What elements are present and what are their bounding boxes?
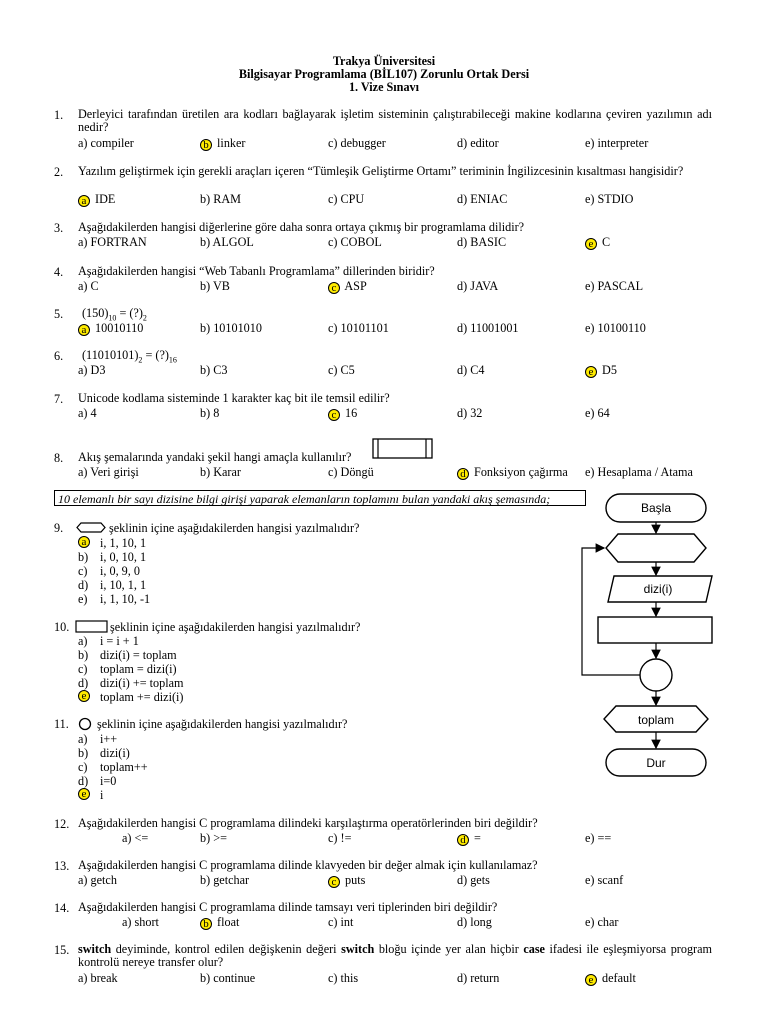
option bbox=[328, 363, 355, 378]
option-letter: d) bbox=[457, 406, 468, 420]
option-letter: c) bbox=[78, 662, 88, 676]
option-text: getchar bbox=[213, 873, 250, 887]
question-number: 9. bbox=[54, 521, 64, 535]
option-text: CPU bbox=[340, 192, 365, 206]
answer-highlight-icon: e bbox=[585, 366, 597, 378]
option bbox=[78, 406, 97, 421]
option-text: i, 0, 9, 0 bbox=[100, 564, 140, 578]
option-text: getch bbox=[90, 873, 117, 887]
option-letter: b) bbox=[200, 873, 211, 887]
option-text: i, 1, 10, 1 bbox=[100, 536, 147, 550]
option-text: STDIO bbox=[597, 192, 634, 206]
option-letter: d) bbox=[457, 363, 468, 377]
option-letter: a) bbox=[78, 465, 88, 479]
option-text: i, 1, 10, -1 bbox=[100, 592, 151, 606]
flowchart-diagram bbox=[580, 492, 730, 784]
option-text: float bbox=[217, 915, 240, 929]
option-letter: b) bbox=[200, 465, 211, 479]
answer-highlight-icon: e bbox=[78, 690, 90, 702]
question-text: şeklinin içine aşağıdakilerden hangisi yazılmalıdır? bbox=[110, 620, 361, 634]
option bbox=[328, 465, 374, 480]
option-letter: d) bbox=[457, 321, 468, 335]
option-text: COBOL bbox=[340, 235, 382, 249]
option-text: ASP bbox=[344, 279, 367, 293]
option-text: return bbox=[470, 971, 500, 985]
exam-university: Trakya Üniversitesi bbox=[332, 54, 436, 68]
number-base: 16 bbox=[168, 355, 177, 365]
options-row bbox=[78, 136, 718, 150]
answer-highlight-icon: a bbox=[78, 324, 90, 336]
option-text: JAVA bbox=[470, 279, 499, 293]
option-text: i=0 bbox=[100, 774, 117, 788]
keyword: switch bbox=[78, 942, 112, 956]
question-text: Akış şemalarında yandaki şekil hangi amaçla kullanılır? bbox=[78, 450, 352, 464]
option-text: this bbox=[340, 971, 359, 985]
option-text: 16 bbox=[345, 406, 358, 420]
options-row bbox=[78, 363, 718, 377]
option bbox=[328, 136, 386, 151]
answer-highlight-icon: b bbox=[200, 139, 212, 151]
options-row bbox=[78, 192, 718, 206]
option-text: 64 bbox=[597, 406, 610, 420]
option-text: 8 bbox=[213, 406, 220, 420]
option-letter: a) bbox=[78, 279, 88, 293]
option-text: == bbox=[597, 831, 612, 845]
option bbox=[585, 136, 648, 151]
option bbox=[585, 465, 693, 480]
option-text: C3 bbox=[213, 363, 228, 377]
option-text: debugger bbox=[340, 136, 386, 150]
question-number: 12. bbox=[54, 817, 70, 831]
answer-highlight-icon: d bbox=[457, 834, 469, 846]
option-letter: c) bbox=[328, 915, 338, 929]
option-letter: a) bbox=[78, 971, 88, 985]
option-letter: b) bbox=[200, 971, 211, 985]
option-text: i, 0, 10, 1 bbox=[100, 550, 147, 564]
options-row bbox=[78, 465, 718, 479]
option bbox=[200, 279, 230, 294]
option-text: Veri girişi bbox=[90, 465, 139, 479]
option-text: Hesaplama / Atama bbox=[597, 465, 693, 479]
option-text: dizi(i) bbox=[100, 746, 130, 760]
option-letter: c) bbox=[328, 192, 338, 206]
question-number: 4. bbox=[54, 265, 64, 279]
question-number: 3. bbox=[54, 221, 64, 235]
option-text: linker bbox=[217, 136, 246, 150]
option-text: 11001001 bbox=[470, 321, 519, 335]
option-text: Döngü bbox=[340, 465, 374, 479]
question-number: 2. bbox=[54, 165, 64, 179]
selected-option bbox=[585, 363, 617, 378]
option-text: D5 bbox=[602, 363, 617, 377]
option-letter: b) bbox=[200, 235, 211, 249]
question-number: 6. bbox=[54, 349, 64, 363]
exam-course: Bilgisayar Programlama (BİL107) Zorunlu Ortak Dersi bbox=[238, 67, 530, 81]
hexagon-shape-icon bbox=[76, 522, 106, 533]
option-text: C4 bbox=[470, 363, 485, 377]
option-letter: c) bbox=[328, 831, 338, 845]
selected-option bbox=[200, 915, 239, 930]
question-text: Aşağıdakilerden hangisi C programlama dilindeki karşılaştırma operatörlerinden biri değildir? bbox=[78, 816, 538, 830]
option-text: 10101101 bbox=[340, 321, 389, 335]
option-letter: e) bbox=[585, 136, 595, 150]
option-letter: a) bbox=[78, 406, 88, 420]
option bbox=[200, 406, 219, 421]
option-letter: b) bbox=[78, 550, 89, 564]
selected-option bbox=[328, 406, 357, 421]
option-letter: a) bbox=[78, 873, 88, 887]
option-letter: c) bbox=[78, 760, 88, 774]
option-text: RAM bbox=[213, 192, 241, 206]
option-letter: d) bbox=[457, 136, 468, 150]
option bbox=[457, 321, 519, 336]
option bbox=[200, 192, 241, 207]
option-letter: b) bbox=[200, 406, 211, 420]
option-text: break bbox=[90, 971, 118, 985]
selected-option bbox=[78, 321, 143, 336]
option-letter: e) bbox=[585, 873, 595, 887]
options-row bbox=[122, 831, 762, 845]
option-letter: b) bbox=[200, 831, 211, 845]
option-text: toplam++ bbox=[100, 760, 148, 774]
option-text: Karar bbox=[213, 465, 241, 479]
options-row bbox=[78, 321, 718, 335]
option-letter: c) bbox=[328, 321, 338, 335]
answer-highlight-icon: d bbox=[457, 468, 469, 480]
options-row bbox=[78, 279, 718, 293]
option-text: i = i + 1 bbox=[100, 634, 139, 648]
option-text: 10101010 bbox=[213, 321, 262, 335]
options-row bbox=[78, 406, 718, 420]
option bbox=[457, 971, 499, 986]
answer-highlight-icon: a bbox=[78, 195, 90, 207]
option-text: ALGOL bbox=[212, 235, 254, 249]
option-letter: e) bbox=[585, 279, 595, 293]
option-text: default bbox=[602, 971, 636, 985]
answer-highlight-icon: a bbox=[78, 536, 90, 548]
circle-shape-icon bbox=[78, 717, 92, 731]
text-fragment: deyiminde, kontrol edilen değişkenin değeri bbox=[111, 942, 342, 956]
option-letter: a) bbox=[78, 634, 88, 648]
option-text: dizi(i) += toplam bbox=[100, 676, 184, 690]
option-letter: b) bbox=[200, 192, 211, 206]
option-text: short bbox=[134, 915, 159, 929]
option-letter: b) bbox=[78, 746, 89, 760]
option bbox=[78, 873, 117, 888]
option-text: toplam += dizi(i) bbox=[100, 690, 184, 704]
option-text: scanf bbox=[597, 873, 624, 887]
option bbox=[457, 235, 506, 250]
option-letter: b) bbox=[200, 321, 211, 335]
question-text: Aşağıdakilerden hangisi C programlama dilinde tamsayı veri tiplerinden biri değildir? bbox=[78, 900, 498, 914]
option-text: BASIC bbox=[470, 235, 507, 249]
option bbox=[585, 831, 611, 846]
option-text: toplam = dizi(i) bbox=[100, 662, 177, 676]
option-letter: a) bbox=[78, 136, 88, 150]
selected-option bbox=[328, 873, 365, 888]
option-letter: d) bbox=[78, 578, 89, 592]
option-text: 4 bbox=[90, 406, 97, 420]
option-text: FORTRAN bbox=[90, 235, 147, 249]
expression: (11010101) bbox=[82, 348, 139, 362]
option bbox=[328, 971, 358, 986]
options-row bbox=[78, 873, 718, 887]
option-letter: e) bbox=[585, 831, 595, 845]
option-letter: c) bbox=[328, 363, 338, 377]
question-text: Yazılım geliştirmek için gerekli araçları içeren “Tümleşik Geliştirme Ortamı” teriminin İngilizcesinin kısaltması hangisidir? bbox=[78, 164, 684, 178]
number-base: 2 bbox=[142, 313, 147, 323]
option bbox=[200, 971, 255, 986]
keyword: case bbox=[523, 942, 545, 956]
question-number: 5. bbox=[54, 307, 64, 321]
option-text: interpreter bbox=[597, 136, 649, 150]
option-text: IDE bbox=[95, 192, 116, 206]
option-text: 10100110 bbox=[597, 321, 646, 335]
answer-highlight-icon: e bbox=[78, 788, 90, 800]
option-letter: e) bbox=[585, 406, 595, 420]
option bbox=[200, 235, 254, 250]
option-letter: d) bbox=[78, 676, 89, 690]
question-text: şeklinin içine aşağıdakilerden hangisi yazılmalıdır? bbox=[97, 717, 348, 731]
option bbox=[457, 192, 507, 207]
option-letter: d) bbox=[457, 279, 468, 293]
options-row bbox=[122, 915, 762, 929]
option bbox=[457, 136, 499, 151]
option-text: <= bbox=[134, 831, 149, 845]
number-base: 10 bbox=[108, 313, 117, 323]
option-letter: c) bbox=[78, 564, 88, 578]
option bbox=[122, 915, 159, 930]
option bbox=[585, 406, 610, 421]
question-text: Derleyici tarafından üretilen ara kodları bağlayarak işletim sisteminin çalıştırabileceği makine kodlarına çeviren yazılımın adı nedir? bbox=[78, 107, 712, 134]
option-text: gets bbox=[470, 873, 490, 887]
option-letter: e) bbox=[585, 915, 595, 929]
question-number: 15. bbox=[54, 943, 70, 957]
selected-option bbox=[457, 831, 481, 846]
question-number: 14. bbox=[54, 901, 70, 915]
selected-option bbox=[200, 136, 245, 151]
option-letter: c) bbox=[328, 235, 338, 249]
answer-highlight-icon: e bbox=[585, 974, 597, 986]
flowchart-note: 10 elemanlı bir sayı dizisine bilgi girişi yaparak elemanların toplamını bulan yandaki akış şemasında; bbox=[54, 490, 586, 506]
option bbox=[457, 363, 484, 378]
option bbox=[78, 235, 147, 250]
question-number: 1. bbox=[54, 108, 64, 122]
question-number: 7. bbox=[54, 392, 64, 406]
option bbox=[328, 915, 353, 930]
option bbox=[585, 279, 643, 294]
option-letter: b) bbox=[78, 648, 89, 662]
flowchart-input-label: dizi(i) bbox=[643, 582, 673, 596]
option-text: char bbox=[597, 915, 619, 929]
option bbox=[328, 235, 382, 250]
option bbox=[585, 192, 633, 207]
option-text: VB bbox=[212, 279, 230, 293]
option-letter: c) bbox=[328, 136, 338, 150]
option bbox=[457, 873, 490, 888]
option bbox=[200, 321, 262, 336]
question-text: şeklinin içine aşağıdakilerden hangisi yazılmalıdır? bbox=[109, 521, 360, 535]
option-text: compiler bbox=[90, 136, 134, 150]
question-number: 10. bbox=[54, 620, 70, 634]
option-text: int bbox=[340, 915, 354, 929]
option-text: C bbox=[602, 235, 611, 249]
question-text: Aşağıdakilerden hangisi “Web Tabanlı Programlama” dillerinden biridir? bbox=[78, 264, 435, 278]
option-letter: d) bbox=[457, 192, 468, 206]
question-number: 13. bbox=[54, 859, 70, 873]
flowchart-connector-node bbox=[640, 659, 672, 691]
option-text: C5 bbox=[340, 363, 355, 377]
option-text: dizi(i) = toplam bbox=[100, 648, 177, 662]
predefined-process-shape-icon bbox=[372, 438, 434, 460]
text-fragment: bloğu içinde yer alan hiçbir bbox=[374, 942, 524, 956]
option bbox=[200, 465, 241, 480]
option-text: D3 bbox=[90, 363, 106, 377]
option bbox=[78, 363, 105, 378]
option bbox=[328, 192, 364, 207]
option-letter: d) bbox=[457, 971, 468, 985]
option-text: C bbox=[90, 279, 99, 293]
option-text: continue bbox=[213, 971, 256, 985]
selected-option bbox=[585, 235, 610, 250]
flowchart-output-label: toplam bbox=[637, 713, 675, 727]
option-text: >= bbox=[213, 831, 227, 845]
option-letter: e) bbox=[585, 465, 595, 479]
option-text: long bbox=[470, 915, 492, 929]
option-letter: b) bbox=[200, 363, 211, 377]
option-letter: d) bbox=[457, 915, 468, 929]
flowchart-process-node bbox=[598, 617, 712, 643]
selected-option bbox=[585, 971, 636, 986]
exam-title: 1. Vize Sınavı bbox=[348, 80, 420, 94]
option bbox=[200, 363, 227, 378]
option bbox=[200, 831, 227, 846]
expression: (150) bbox=[82, 306, 109, 320]
option-letter: a) bbox=[78, 363, 88, 377]
option-letter: b) bbox=[200, 279, 211, 293]
option-text: i bbox=[100, 788, 104, 802]
option-text: != bbox=[340, 831, 352, 845]
number-base: 2 bbox=[138, 355, 143, 365]
option-text: 10010110 bbox=[95, 321, 144, 335]
option-text: i++ bbox=[100, 732, 118, 746]
option-letter: e) bbox=[585, 192, 595, 206]
option-letter: c) bbox=[328, 971, 338, 985]
option-text: ENIAC bbox=[470, 192, 508, 206]
option-text: PASCAL bbox=[597, 279, 644, 293]
option bbox=[78, 136, 134, 151]
option bbox=[585, 873, 623, 888]
option bbox=[457, 279, 498, 294]
option bbox=[457, 406, 482, 421]
answer-highlight-icon: c bbox=[328, 282, 340, 294]
option-letter: d) bbox=[457, 873, 468, 887]
option bbox=[122, 831, 148, 846]
flowchart-start-label: Başla bbox=[640, 501, 672, 515]
option bbox=[585, 321, 646, 336]
option-text: i, 10, 1, 1 bbox=[100, 578, 147, 592]
option-letter: d) bbox=[457, 235, 468, 249]
option bbox=[200, 873, 249, 888]
question-text bbox=[78, 943, 712, 969]
option-letter: c) bbox=[328, 465, 338, 479]
option-text: editor bbox=[470, 136, 499, 150]
expression: = (?) bbox=[116, 306, 143, 320]
option-text: puts bbox=[345, 873, 366, 887]
keyword: switch bbox=[341, 942, 375, 956]
answer-highlight-icon: b bbox=[200, 918, 212, 930]
option bbox=[457, 915, 492, 930]
flowchart-end-label: Dur bbox=[646, 756, 666, 770]
question-text: Aşağıdakilerden hangisi C programlama dilinde klavyeden bir değer almak için kullanılamaz? bbox=[78, 858, 538, 872]
answer-highlight-icon: c bbox=[328, 876, 340, 888]
question-number: 8. bbox=[54, 451, 64, 465]
option-text: Fonksiyon çağırma bbox=[474, 465, 568, 479]
option bbox=[78, 971, 118, 986]
option-text: = bbox=[474, 831, 481, 845]
option-letter: a) bbox=[122, 915, 132, 929]
option-letter: a) bbox=[122, 831, 132, 845]
option bbox=[328, 321, 389, 336]
option bbox=[78, 465, 139, 480]
option bbox=[78, 279, 99, 294]
answer-highlight-icon: e bbox=[585, 238, 597, 250]
text-fragment: ifadesi ile eşleşmiyorsa program kontrolü nereye transfer olur? bbox=[78, 942, 712, 969]
option-letter: a) bbox=[78, 235, 88, 249]
options-row bbox=[78, 971, 718, 985]
selected-option bbox=[457, 465, 568, 480]
rectangle-shape-icon bbox=[75, 620, 109, 633]
option-text: 32 bbox=[470, 406, 483, 420]
options-row bbox=[78, 235, 718, 249]
answer-highlight-icon: c bbox=[328, 409, 340, 421]
flowchart-loop-node bbox=[606, 534, 706, 562]
selected-option bbox=[78, 192, 115, 207]
option-letter: e) bbox=[78, 592, 88, 606]
expression: = (?) bbox=[142, 348, 169, 362]
option-letter: d) bbox=[78, 774, 89, 788]
question-number: 11. bbox=[54, 717, 69, 731]
question-text: Aşağıdakilerden hangisi diğerlerine göre daha sonra ortaya çıkmış bir programlama dilidir? bbox=[78, 220, 525, 234]
option-letter: a) bbox=[78, 732, 88, 746]
option-letter: e) bbox=[585, 321, 595, 335]
option bbox=[328, 831, 351, 846]
selected-option bbox=[328, 279, 367, 294]
option bbox=[585, 915, 619, 930]
question-text: Unicode kodlama sisteminde 1 karakter kaç bit ile temsil edilir? bbox=[78, 391, 390, 405]
